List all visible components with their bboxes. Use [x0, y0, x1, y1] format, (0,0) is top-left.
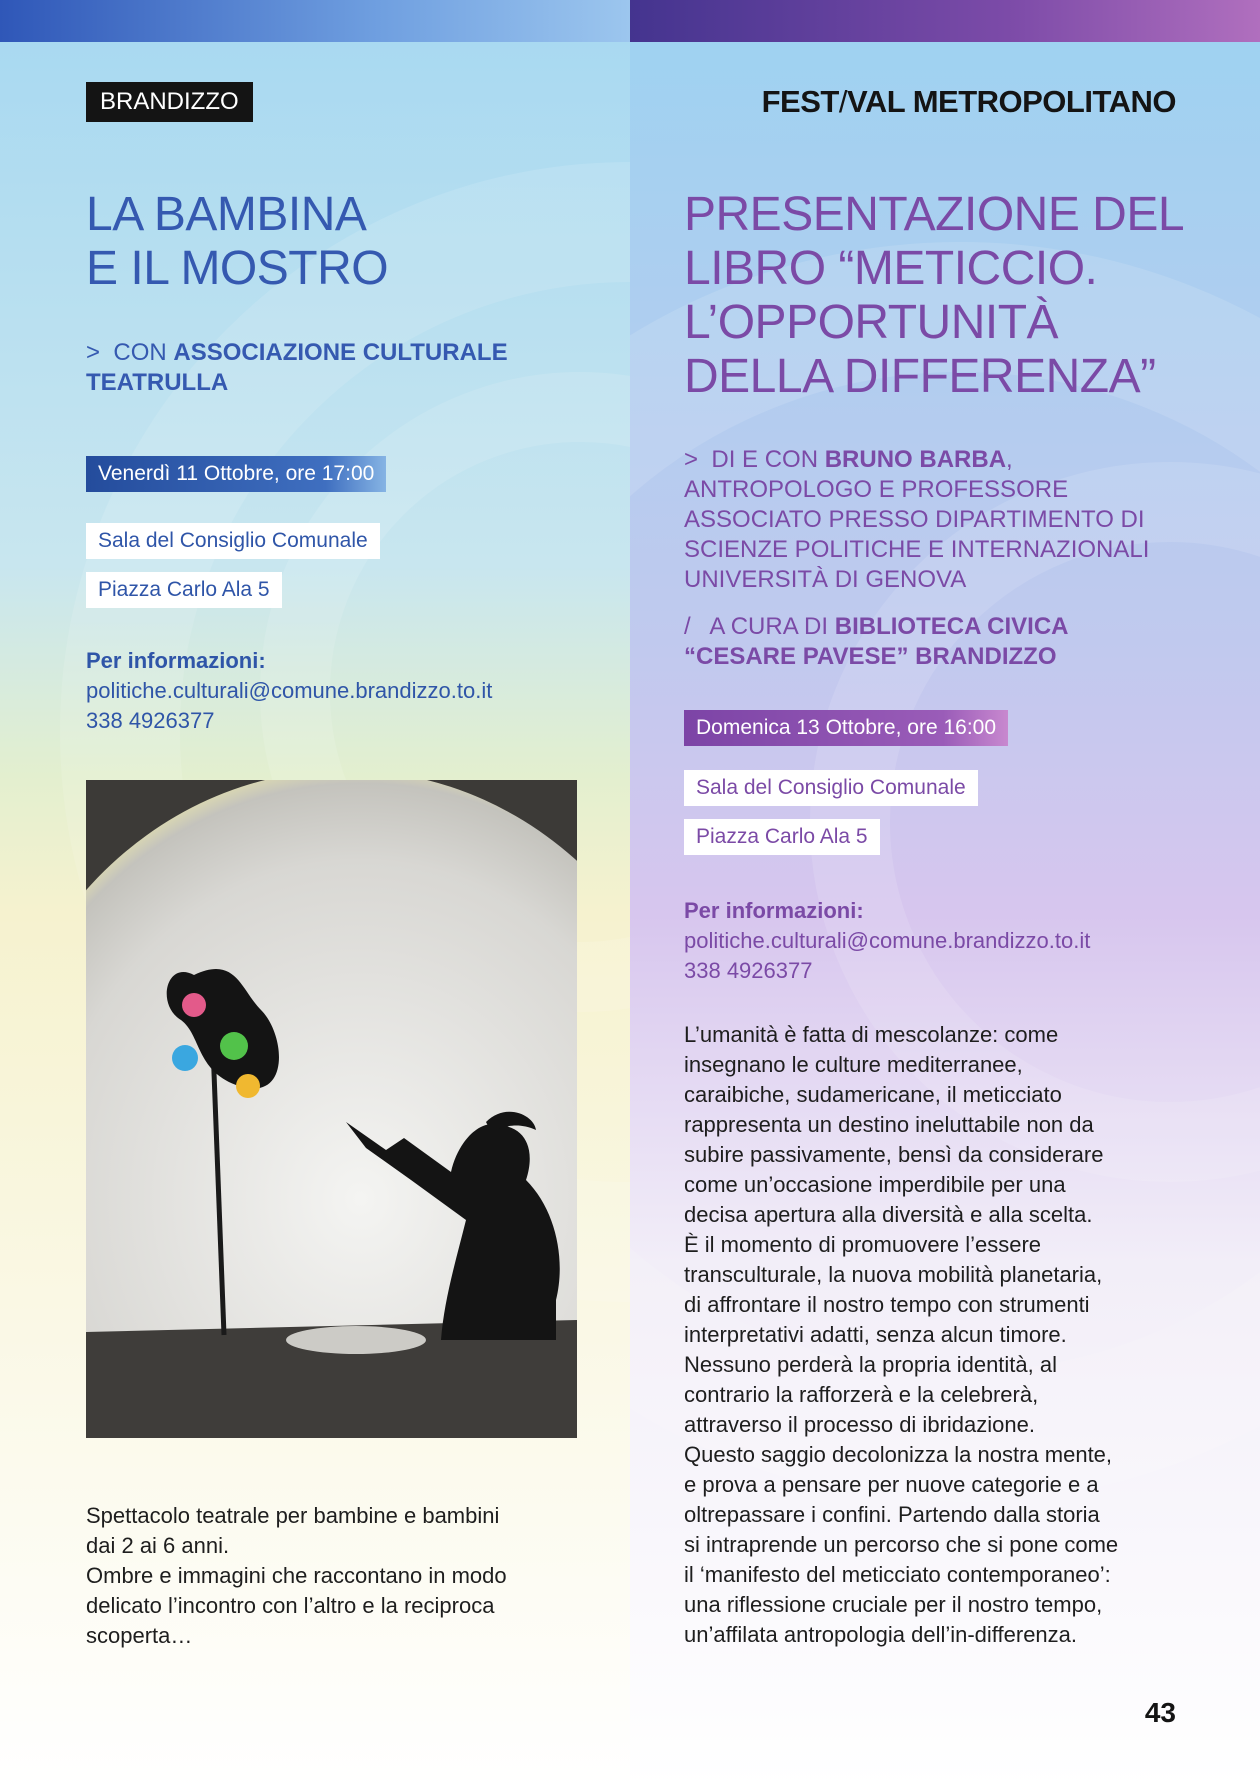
festival-name-part2: VAL METROPOLITANO [846, 84, 1176, 119]
left-event-date-badge: Venerdì 11 Ottobre, ore 17:00 [86, 456, 386, 492]
shadow-puppet-photo [86, 780, 577, 1438]
info-label: Per informazioni: [86, 648, 266, 673]
left-event-credit [86, 338, 566, 398]
left-event-title-line: E IL MOSTRO [86, 242, 389, 295]
location-tag: BRANDIZZO [86, 82, 253, 122]
right-event-date-badge: Domenica 13 Ottobre, ore 16:00 [684, 710, 1008, 746]
top-gradient-bar-left [0, 0, 630, 42]
credit-prefix: CON [113, 339, 167, 366]
info-phone: 338 4926377 [684, 958, 813, 983]
left-event-address: Piazza Carlo Ala 5 [86, 572, 282, 608]
page-number: 43 [1144, 1697, 1176, 1728]
curator-name: BIBLIOTECA CIVICA “CESARE PAVESE” BRANDIZZO [684, 613, 1068, 670]
right-event-title [684, 188, 1204, 404]
credit-prefix: DI E CON [711, 446, 819, 473]
right-event-info [684, 896, 1090, 986]
left-event-title [86, 188, 566, 296]
right-event-title-line: DELLA DIFFERENZA” [684, 350, 1156, 403]
slash-marker: / [684, 613, 691, 640]
right-event-address: Piazza Carlo Ala 5 [684, 819, 880, 855]
right-event-title-line: L’OPPORTUNITÀ [684, 296, 1059, 349]
right-event-venue: Sala del Consiglio Comunale [684, 770, 978, 806]
right-event-credit [684, 445, 1184, 595]
festival-name-part1: FEST [761, 84, 839, 119]
festival-name [762, 84, 1176, 120]
shadow-puppet-illustration [86, 780, 577, 1438]
credit-affiliation: , ANTROPOLOGO E PROFESSORE ASSOCIATO PRESSO DIPARTIMENTO DI SCIENZE POLITICHE E INTERNAZIONALI UNIVERSITÀ DI GENOVA [684, 446, 1150, 593]
left-event-title-line: LA BAMBINA [86, 188, 367, 241]
curator-prefix: A CURA DI [709, 613, 829, 640]
left-event-venue: Sala del Consiglio Comunale [86, 523, 380, 559]
top-gradient-bar-right [630, 0, 1260, 42]
right-event-description: L’umanità è fatta di mescolanze: come insegnano le culture mediterranee, caraibiche, sudamericane, il meticciato rappresenta un destino ineluttabile non da subire passivamente, bensì da considerare come un’occasione imperdibile per una decisa apertura alla diversità e alla scelta. È il momento di promuovere l’essere transculturale, la nuova mobilità planetaria, di affrontare il nostro tempo con strumenti interpretativi adatti, senza alcun timore. Nessuno perderà la propria identità, al contrario la rafforzerà e la celebrerà, attraverso il processo di ibridazione. Questo saggio decolonizza la nostra mente, e prova a pensare per nuove categorie e a oltrepassare i confini. Partendo dalla storia si intraprende un percorso che si pone come il ‘manifesto del meticciato contemporaneo’: una riflessione cruciale per il nostro tempo, un’affilata antropologia dell’in-differenza. [684, 1022, 1119, 1647]
info-email-link[interactable]: politiche.culturali@comune.brandizzo.to.it [684, 928, 1091, 953]
festival-name-slash: / [838, 84, 847, 119]
right-event-curator [684, 612, 1184, 672]
left-event-info [86, 646, 492, 736]
left-event-description: Spettacolo teatrale per bambine e bambini dai 2 ai 6 anni. Ombre e immagini che raccontano in modo delicato l’incontro con l’altro e la reciproca scoperta… [86, 1503, 507, 1648]
credit-name: ASSOCIAZIONE CULTURALE TEATRULLA [86, 339, 508, 396]
info-email-link[interactable]: politiche.culturali@comune.brandizzo.to.it [86, 678, 493, 703]
arrow-marker: > [86, 339, 101, 366]
info-phone: 338 4926377 [86, 708, 215, 733]
right-event-title-line: PRESENTAZIONE DEL [684, 188, 1185, 241]
arrow-marker: > [684, 446, 699, 473]
right-event-title-line: LIBRO “METICCIO. [684, 242, 1098, 295]
info-label: Per informazioni: [684, 898, 864, 923]
credit-name: BRUNO BARBA [824, 446, 1007, 473]
